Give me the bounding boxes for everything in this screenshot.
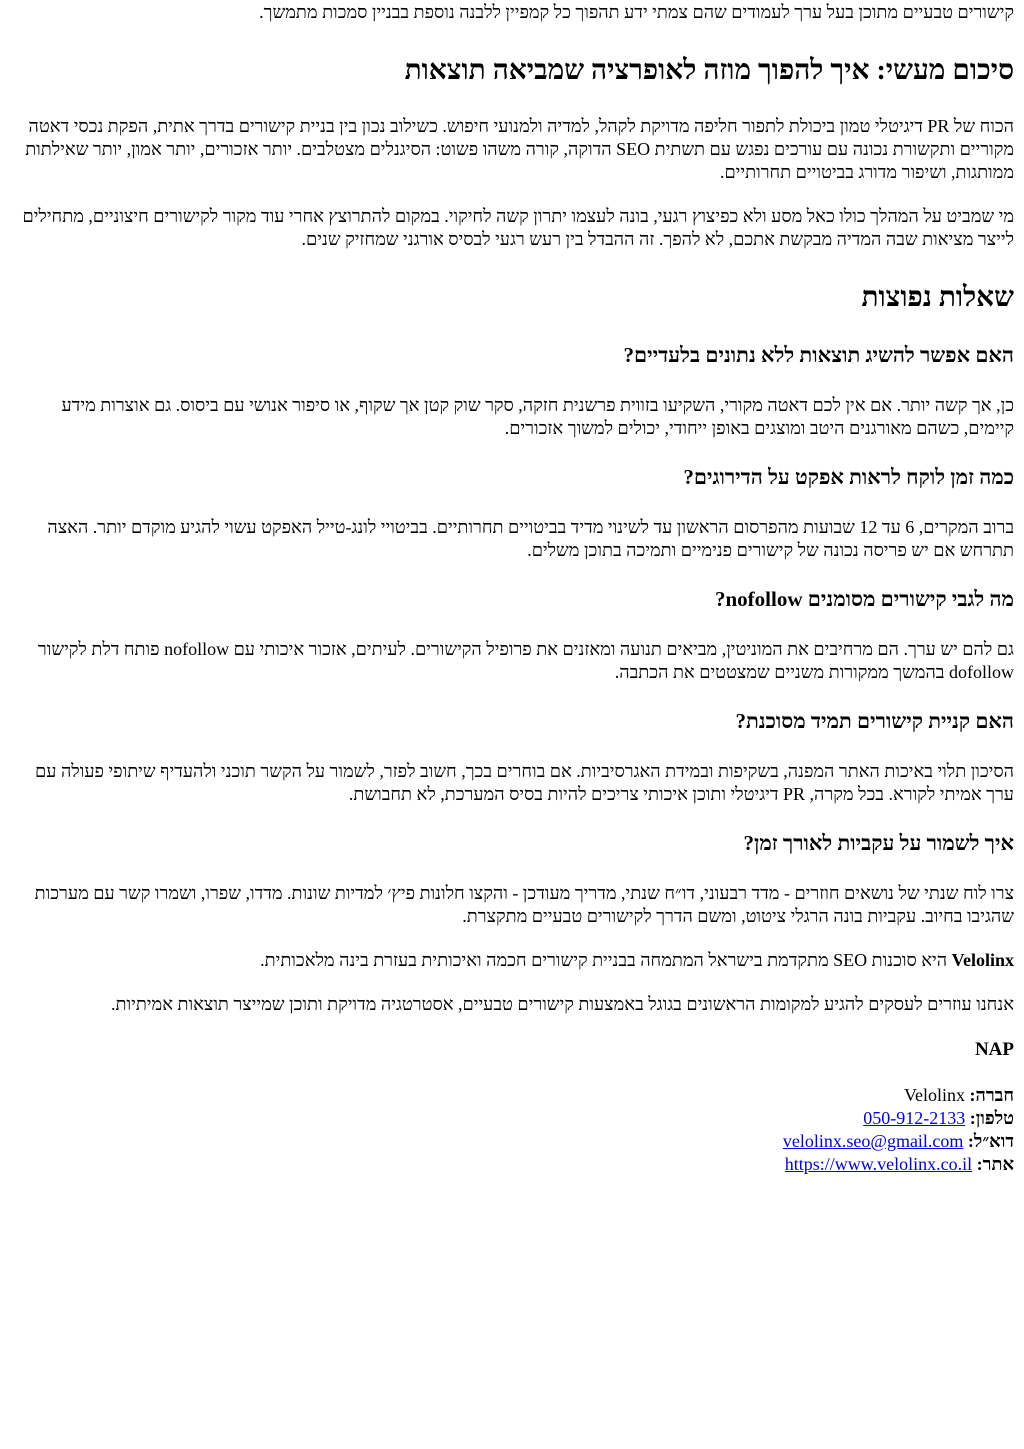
phone-link[interactable]: 050-912-2133 — [863, 1108, 966, 1128]
faq-answer: הסיכון תלוי באיכות האתר המפנה, בשקיפות ובמידת האגרסיביות. אם בוחרים בכך, חשוב לפזר, לשמור על הקשר תוכני ולהעדיף שיתופי פעולה עם ערך אמיתי לקורא. בכל מקרה, PR דיגיטלי ותוכן איכותי צריכים להיות בסיס המערכת, לא תחבושת. — [35, 761, 1014, 804]
summary-heading: סיכום מעשי: איך להפוך מוזה לאופרציה שמביאה תוצאות — [404, 55, 1014, 86]
site-row — [10, 1153, 1014, 1176]
faq-answer: כן, אך קשה יותר. אם אין לכם דאטה מקורי, השקיעו בזווית פרשנית חזקה, סקר שוק קטן אך שקוף, או סיפור אנושי עם ביסוס. גם אוצרות מידע קיימים, כשהם מאורגנים היטב ומוצגים באופן ייחודי, יכולים למשוך אזכורים. — [61, 395, 1014, 438]
brand-name: Velolinx — [951, 950, 1014, 970]
company-value: Velolinx — [903, 1085, 965, 1105]
mission-paragraph: אנחנו עוזרים לעסקים להגיע למקומות הראשונים בגוגל באמצעות קישורים טבעיים, אסטרטגיה מדויקת ותוכן שמייצר תוצאות אמיתיות. — [111, 994, 1014, 1014]
faq-question: כמה זמן לוקח לראות אפקט על הדירוגים? — [683, 465, 1014, 489]
nap-block — [10, 1084, 1014, 1176]
about-text: היא סוכנות SEO מתקדמת בישראל המתמחה בבניית קישורים חכמה ואיכותית בעזרת בינה מלאכותית. — [260, 950, 952, 970]
phone-label: טלפון: — [969, 1108, 1014, 1128]
article — [0, 1, 1024, 1176]
faq-heading: שאלות נפוצות — [861, 282, 1014, 313]
faq-question: האם קניית קישורים תמיד מסוכנת? — [735, 709, 1014, 733]
faq-question: מה לגבי קישורים מסומנים nofollow? — [715, 587, 1014, 611]
faq-answer: ברוב המקרים, 6 עד 12 שבועות מהפרסום הראשון עד לשינוי מדיד בביטויים תחרותיים. בביטויי לונג-טייל האפקט עשוי להגיע מוקדם יותר. האצה תתרחש אם יש פריסה נכונה של קישורים פנימיים ותמיכה בתוכן משלים. — [47, 517, 1014, 560]
email-row — [10, 1130, 1014, 1153]
summary-paragraph: הכוח של PR דיגיטלי טמון ביכולת לתפור חליפה מדויקת לקהל, למדיה ולמנועי חיפוש. כשילוב נכון בין בניית קישורים בדרך אתית, הפקת נכסי דאטה מקוריים ותקשורת נכונה עם עורכים נפגש עם תשתית SEO הדוקה, קורה משהו פשוט: הסיגנלים מצטלבים. יותר אזכורים, יותר אמון, יותר שאילתות ממותגות, ושיפור מדורג בביטויים תחרותיים. — [25, 116, 1014, 182]
faq-answer: צרו לוח שנתי של נושאים חוזרים - מדד רבעוני, דו״ח שנתי, מדריך מעודכן - והקצו חלונות פיץ׳ למדיות שונות. מדדו, שפרו, ושמרו קשר עם מערכות שהגיבו בחיוב. עקביות בונה הרגלי ציטוט, ומשם הדרך לקישורים טבעיים מתקצרת. — [34, 883, 1014, 926]
company-label: חברה: — [969, 1085, 1014, 1105]
phone-row — [10, 1107, 1014, 1130]
about-paragraph — [10, 949, 1014, 972]
faq-question: האם אפשר להשיג תוצאות ללא נתונים בלעדיים? — [623, 343, 1014, 367]
website-link[interactable]: https://www.velolinx.co.il — [784, 1154, 973, 1174]
faq-question: איך לשמור על עקביות לאורך זמן? — [743, 831, 1014, 855]
faq-answer: גם להם יש ערך. הם מרחיבים את המוניטין, מביאים תנועה ומאזנים את פרופיל הקישורים. לעיתים, אזכור איכותי עם nofollow פותח דלת לקישור dofollow בהמשך ממקורות משניים שמצטטים את הכתבה. — [37, 639, 1014, 682]
summary-paragraph: מי שמביט על המהלך כולו כאל מסע ולא כפיצוץ רגעי, בונה לעצמו יתרון קשה לחיקוי. במקום להתרוצץ אחרי עוד מקור לקישורים חיצוניים, מתחילים לייצר מציאות שבה המדיה מבקשת אתכם, לא להפך. זה ההבדל בין רעש רגעי לבסיס אורגני שמחזיק שנים. — [22, 206, 1014, 249]
intro-tail-paragraph: קישורים טבעיים מתוכן בעל ערך לעמודים שהם צמתי ידע תהפוך כל קמפיין ללבנה נוספת בבניין סמכות מתמשך. — [259, 2, 1014, 22]
email-link[interactable]: velolinx.seo@gmail.com — [782, 1131, 964, 1151]
site-label: אתר: — [976, 1154, 1014, 1174]
email-label: דוא״ל: — [967, 1131, 1014, 1151]
company-row — [10, 1084, 1014, 1107]
nap-heading: NAP — [974, 1039, 1014, 1060]
